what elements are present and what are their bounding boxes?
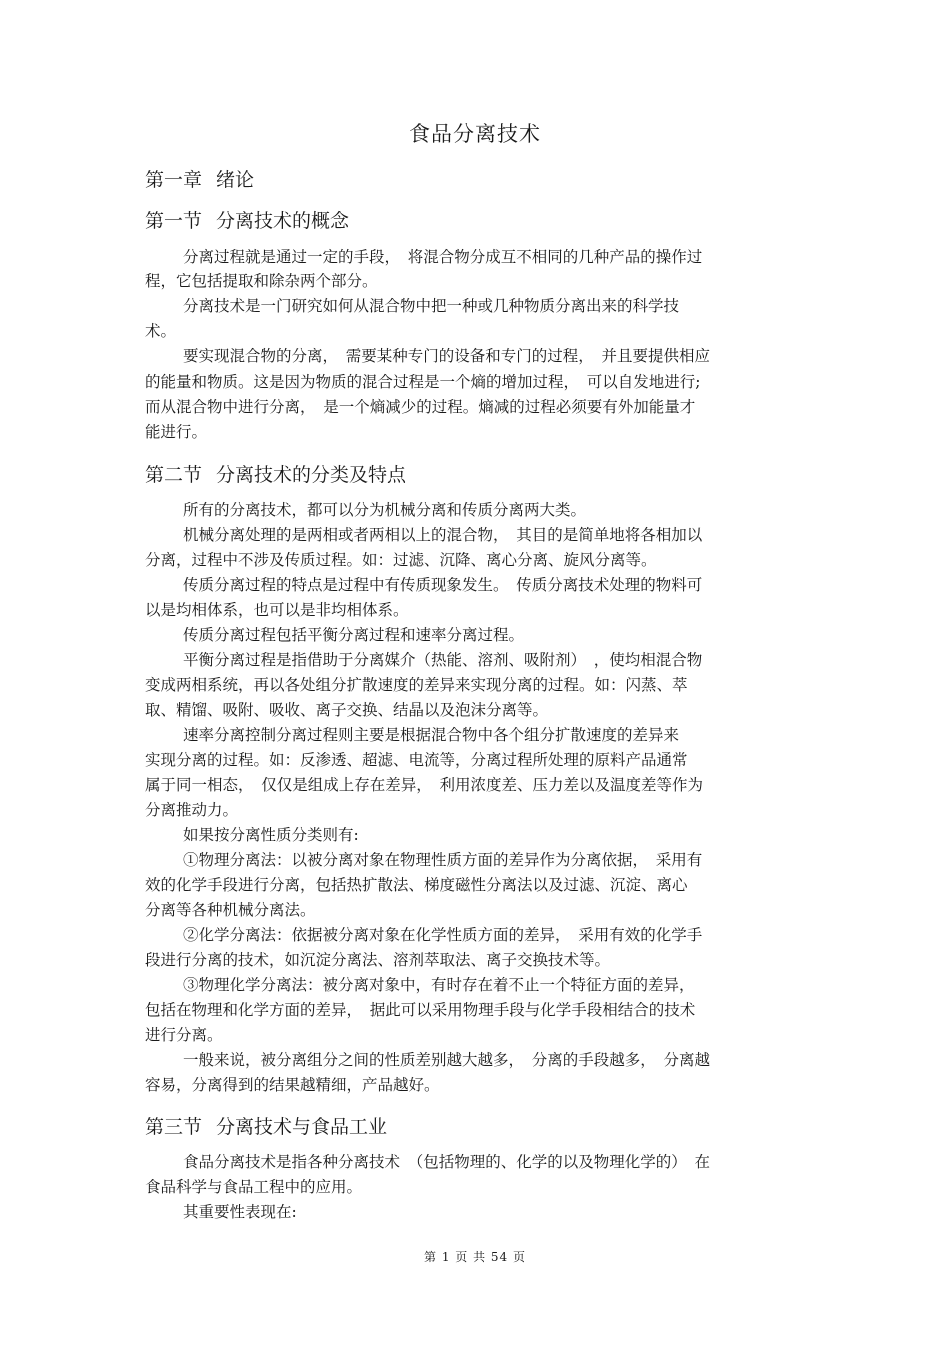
body-line: 变成两相系统，再以各处组分扩散速度的差异来实现分离的过程。如：闪蒸、萃 xyxy=(145,676,688,694)
section-heading xyxy=(145,1112,387,1139)
body-line: 传质分离过程的特点是过程中有传质现象发生。 传质分离技术处理的物料可 xyxy=(183,576,703,594)
section-number: 第三节 xyxy=(145,1116,203,1138)
body-line: 实现分离的过程。如：反渗透、超滤、电流等，分离过程所处理的原料产品通常 xyxy=(145,751,688,769)
body-line: 段进行分离的技术，如沉淀分离法、溶剂萃取法、离子交换技术等。 xyxy=(145,951,611,969)
body-line: 分离，过程中不涉及传质过程。如：过滤、沉降、离心分离、旋风分离等。 xyxy=(145,551,657,569)
section-number: 第二节 xyxy=(145,464,203,486)
body-line: 属于同一相态， 仅仅是组成上存在差异， 利用浓度差、压力差以及温度差等作为 xyxy=(145,776,704,794)
body-line: 能进行。 xyxy=(145,423,208,441)
body-line: 所有的分离技术，都可以分为机械分离和传质分离两大类。 xyxy=(183,501,587,519)
body-line: 要实现混合物的分离， 需要某种专门的设备和专门的过程， 并且要提供相应 xyxy=(183,347,711,365)
body-line: ②化学分离法：依据被分离对象在化学性质方面的差异， 采用有效的化学手 xyxy=(183,926,703,944)
body-line: 的能量和物质。这是因为物质的混合过程是一个熵的增加过程， 可以自发地进行; xyxy=(145,373,701,391)
section-name: 分离技术的概念 xyxy=(216,210,350,232)
chapter-number: 第一章 xyxy=(145,169,203,191)
body-line: 速率分离控制分离过程则主要是根据混合物中各个组分扩散速度的差异来 xyxy=(183,726,680,744)
body-line: 进行分离。 xyxy=(145,1026,223,1044)
body-line: 效的化学手段进行分离，包括热扩散法、梯度磁性分离法以及过滤、沉淀、离心 xyxy=(145,876,688,894)
body-line: 机械分离处理的是两相或者两相以上的混合物， 其目的是简单地将各相加以 xyxy=(183,526,703,544)
body-line: 程，它包括提取和除杂两个部分。 xyxy=(145,272,378,290)
body-line: 分离推动力。 xyxy=(145,801,239,819)
body-line: 分离等各种机械分离法。 xyxy=(145,901,316,919)
body-line: 分离过程就是通过一定的手段， 将混合物分成互不相同的几种产品的操作过 xyxy=(183,248,703,266)
section-name: 分离技术的分类及特点 xyxy=(216,464,407,486)
section-number: 第一节 xyxy=(145,210,203,232)
body-line: 以是均相体系，也可以是非均相体系。 xyxy=(145,601,409,619)
page-footer: 第 1 页 共 54 页 xyxy=(424,1250,526,1264)
chapter-heading xyxy=(145,165,254,192)
chapter-name: 绪论 xyxy=(216,169,255,191)
body-line: 术。 xyxy=(145,322,177,340)
body-line: 取、精馏、吸附、吸收、离子交换、结晶以及泡沫分离等。 xyxy=(145,701,549,719)
section-heading xyxy=(145,206,349,233)
body-line: 食品分离技术是指各种分离技术 （包括物理的、化学的以及物理化学的） 在 xyxy=(183,1153,711,1171)
body-line: 包括在物理和化学方面的差异， 据此可以采用物理手段与化学手段相结合的技术 xyxy=(145,1001,696,1019)
body-line: 容易，分离得到的结果越精细，产品越好。 xyxy=(145,1076,440,1094)
body-line: ③物理化学分离法：被分离对象中，有时存在着不止一个特征方面的差异， xyxy=(183,976,695,994)
body-line: 一般来说，被分离组分之间的性质差别越大越多， 分离的手段越多， 分离越 xyxy=(183,1051,711,1069)
body-line: 食品科学与食品工程中的应用。 xyxy=(145,1178,363,1196)
body-line: 其重要性表现在: xyxy=(183,1203,297,1221)
body-line: 分离技术是一门研究如何从混合物中把一种或几种物质分离出来的科学技 xyxy=(183,297,680,315)
body-line: 传质分离过程包括平衡分离过程和速率分离过程。 xyxy=(183,626,525,644)
document-title: 食品分离技术 xyxy=(409,122,541,146)
body-line: 平衡分离过程是指借助于分离媒介（热能、溶剂、吸附剂） ，使均相混合物 xyxy=(183,651,703,669)
body-line: 如果按分离性质分类则有: xyxy=(183,826,359,844)
body-line: ①物理分离法：以被分离对象在物理性质方面的差异作为分离依据， 采用有 xyxy=(183,851,703,869)
section-name: 分离技术与食品工业 xyxy=(216,1116,388,1138)
body-line: 而从混合物中进行分离， 是一个熵减少的过程。熵减的过程必须要有外加能量才 xyxy=(145,398,696,416)
section-heading xyxy=(145,460,406,487)
